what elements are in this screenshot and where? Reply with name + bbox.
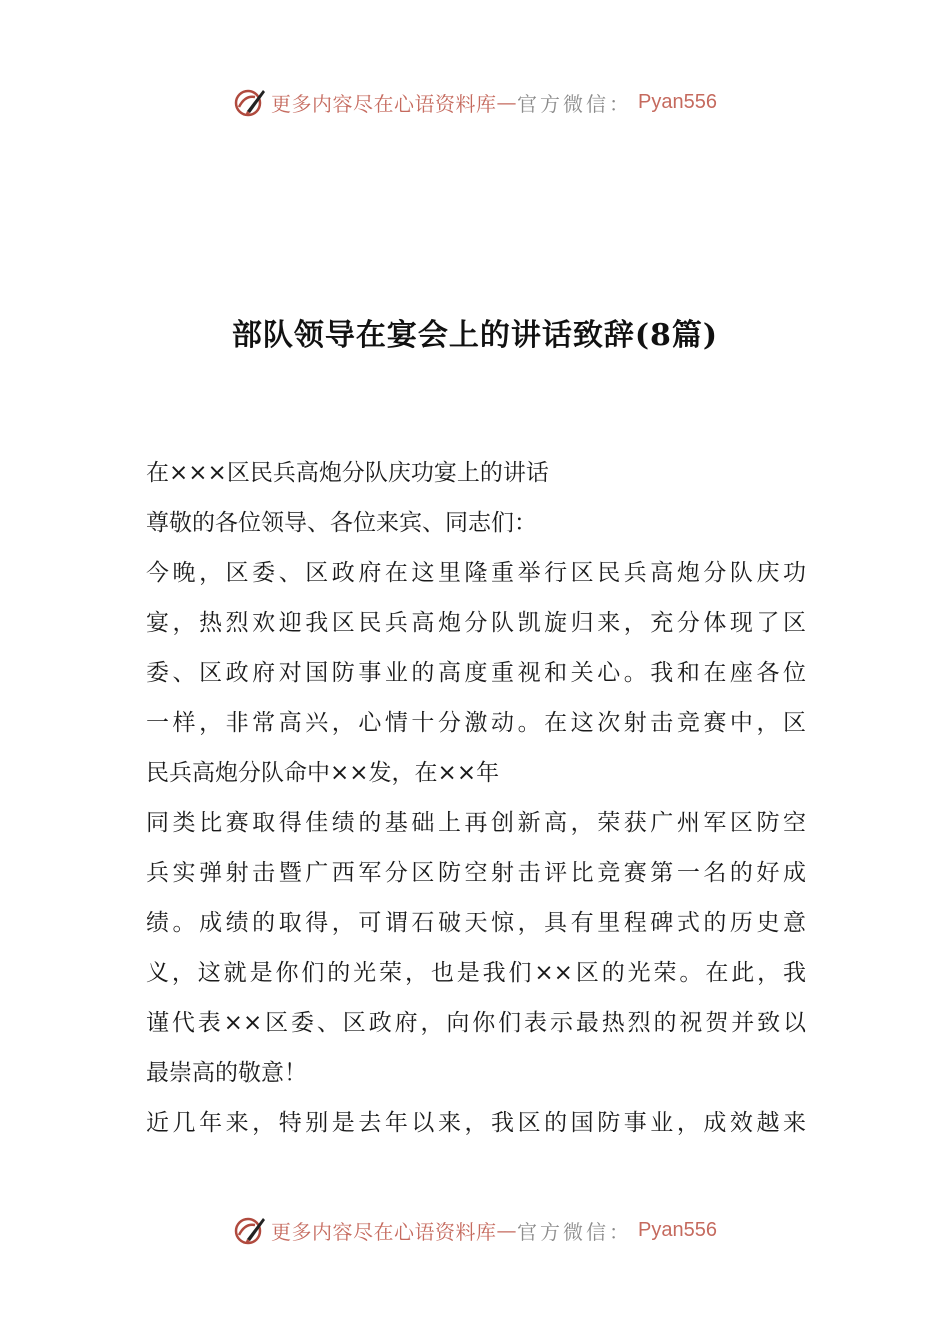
body-line: 尊敬的各位领导、各位来宾、同志们： — [146, 510, 537, 536]
watermark-wechat-id: Pyan556 — [638, 90, 717, 113]
body-line: 宴，热烈欢迎我区民兵高炮分队凯旋归来，充分体现了区 — [146, 610, 806, 636]
watermark-main-text: 更多内容尽在心语资料库 — [271, 91, 497, 116]
watermark-separator: — — [496, 1218, 518, 1242]
body-line: 民兵高炮分队命中××发，在××年 — [146, 760, 500, 786]
pen-logo-icon — [233, 85, 267, 119]
pen-logo-icon — [233, 1213, 267, 1247]
body-line: 谨代表××区委、区政府，向你们表示最热烈的祝贺并致以 — [146, 1010, 806, 1036]
body-line: 今晚，区委、区政府在这里隆重举行区民兵高炮分队庆功 — [146, 560, 806, 586]
body-line: 在×××区民兵高炮分队庆功宴上的讲话 — [146, 460, 549, 486]
header-watermark — [0, 82, 950, 122]
body-line: 一样，非常高兴，心情十分激动。在这次射击竞赛中，区 — [146, 710, 806, 736]
watermark-wechat-label: 官方微信： — [517, 91, 633, 116]
watermark-wechat-label: 官方微信： — [517, 1219, 633, 1244]
body-line: 最崇高的敬意！ — [146, 1060, 307, 1086]
body-line: 绩。成绩的取得，可谓石破天惊，具有里程碑式的历史意 — [146, 910, 806, 936]
body-line: 兵实弹射击暨广西军分区防空射击评比竞赛第一名的好成 — [146, 860, 806, 886]
document-body — [146, 448, 806, 1148]
watermark-wechat-id: Pyan556 — [638, 1218, 717, 1241]
body-line: 义，这就是你们的光荣，也是我们××区的光荣。在此，我 — [146, 960, 806, 986]
body-line: 近几年来，特别是去年以来，我区的国防事业，成效越来 — [146, 1110, 806, 1136]
document-title: 部队领导在宴会上的讲话致辞(8篇) — [231, 318, 719, 353]
body-line: 同类比赛取得佳绩的基础上再创新高，荣获广州军区防空 — [146, 810, 806, 836]
footer-watermark — [0, 1210, 950, 1250]
watermark-main-text: 更多内容尽在心语资料库 — [271, 1219, 497, 1244]
body-line: 委、区政府对国防事业的高度重视和关心。我和在座各位 — [146, 660, 806, 686]
watermark-separator: — — [496, 90, 518, 114]
